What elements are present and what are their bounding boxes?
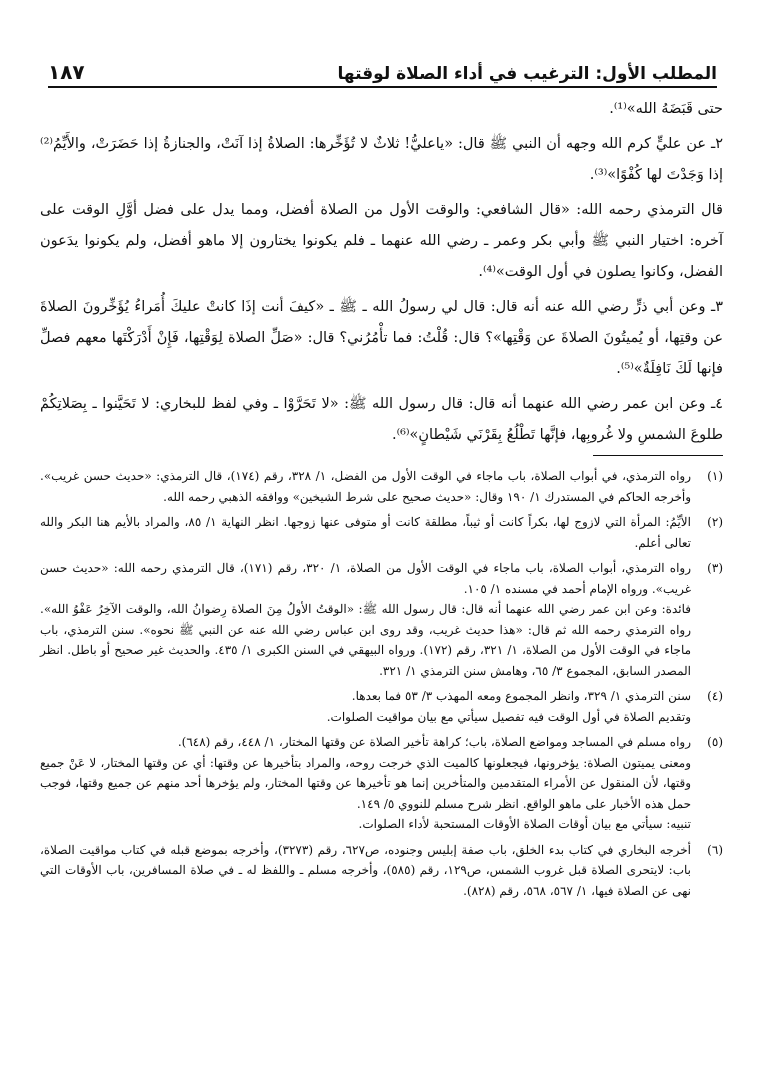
footnote-text: وتقديم الصلاة في أول الوقت فيه تفصيل سيأتي مع بيان مواقيت الصلوات. xyxy=(326,709,691,724)
running-header xyxy=(48,52,717,84)
main-text xyxy=(40,94,723,451)
footnote-number: (٦) xyxy=(707,842,723,857)
footnote xyxy=(40,840,723,902)
paragraph: حتى قَبَضَهُ الله»⁽¹⁾. xyxy=(609,101,723,117)
footnote xyxy=(40,512,723,553)
footnote-text: رواه الترمذي، في أبواب الصلاة، باب ماجاء في الوقت الأول من الفضل، ١/ ٣٢٨، رقم (١٧٤)، قال الترمذي: «حديث حسن غريب». وأخرجه الحاكم في المستدرك ١/ ١٩٠ وقال: «حديث صحيح على شرط الشيخين» ووافقه الذهبي رحمه الله. xyxy=(40,469,692,504)
footnote-text: رواه مسلم في المساجد ومواضع الصلاة، باب؛ كراهة تأخير الصلاة عن وقتها المختار، ١/ ٤٤٨، رقم (٦٤٨). xyxy=(177,735,691,749)
paragraph: ٢ـ عن عليٍّ كرم الله وجهه أن النبي ﷺ قال: «ياعليُّ! ثلاثٌ لا تُؤَخِّرها: الصلاةُ إذا آنَتْ، والجنازةُ إذا حَضَرَتْ، والأَيِّمُ⁽²⁾ إذا وَجَدْتَ لها كُفْوًا»⁽³⁾. xyxy=(40,136,723,183)
footnotes xyxy=(40,466,723,906)
footnote-text: سنن الترمذي ١/ ٣٢٩، وانظر المجموع ومعه المهذب ٣/ ٥٣ فما بعدها. xyxy=(351,689,691,703)
footnote-number: (٢) xyxy=(707,515,723,529)
paragraph: ٤ـ وعن ابن عمر رضي الله عنهما أنه قال: قال رسول الله ﷺ: «لا تَحَرَّوْا ـ وفي لفظ للبخاري: لا تَحَيَّنوا ـ بِصَلاتِكُمْ طلوعَ الشمسِ ولا غُروبِها، فإنَّها تَطْلُعُ بِقَرْنَي شَيْطانٍ»⁽⁶⁾. xyxy=(40,396,723,443)
footnote-number: (٣) xyxy=(707,561,723,575)
footnote-number: (١) xyxy=(707,469,723,483)
footnote xyxy=(40,686,723,727)
footnote-number: (٤) xyxy=(707,689,723,703)
footnote xyxy=(40,732,723,835)
paragraph: ٣ـ وعن أبي ذرٍّ رضي الله عنه أنه قال: قال لي رسولُ الله ـ ﷺ ـ «كيفَ أنت إذَا كانتْ عليكَ أُمَراءُ يُؤَخِّرونَ الصلاةَ عن وقتِها، أو يُميتُونَ الصلاةَ عن وَقْتِها»؟ قال: قُلْتُ: فما تأْمُرُني؟ قال: «صَلِّ الصلاة لِوَقْتِها، فَإِنْ أَدْرَكْتَها معهم فصلِّ فإنها لَكَ نَافِلَةٌ»⁽⁵⁾. xyxy=(40,299,723,377)
footnote-number: (٥) xyxy=(707,735,723,749)
footnote-text: أخرجه البخاري في كتاب بدء الخلق، باب صفة إبليس وجنوده، ص٦٢٧، رقم (٣٢٧٣)، وأخرجه بموضع قبله في كتاب مواقيت الصلاة، باب: لايتحرى الصلاة قبل غروب الشمس، ص١٢٩، رقم (٥٨٥)، وأخرجه مسلم ـ واللفظ له ـ في صلاة المسافرين، باب الأوقات التي نهى عن الصلاة فيها، ١/ ٥٦٧، ٥٦٨، رقم (٨٢٨). xyxy=(40,842,691,898)
footnote-text: رواه الترمذي، أبواب الصلاة، باب ماجاء في الوقت الأول من الصلاة، ١/ ٣٢٠، رقم (١٧١)، قال الترمذي رحمه الله: «حديث حسن غريب». ورواه الإمام أحمد في مسنده ١/ ١٠٥. xyxy=(40,561,691,596)
footnote xyxy=(40,558,723,681)
paragraph: قال الترمذي رحمه الله: «قال الشافعي: والوقت الأول من الصلاة أفضل، ومما يدل على فضل أوَّلِ الوقت على آخره: اختيار النبي ﷺ وأبي بكر وعمر ـ رضي الله عنهما ـ فلم يكونوا يختارون إلا ماهو أفضل، ولم يكونوا يدَعون الفضل، وكانوا يصلون في أول الوقت»⁽⁴⁾. xyxy=(40,202,723,280)
header-rule xyxy=(48,86,717,88)
page-number: ١٨٧ xyxy=(48,60,85,84)
footnote-text: الأيِّمُ: المرأة التي لازوج لها، بكراً كانت أو ثيباً، مطلقة كانت أو متوفى عنها زوجها. انظر النهاية ١/ ٨٥، والمراد بالأيم هنا البكر والله تعالى أعلم. xyxy=(40,515,691,550)
footnote xyxy=(40,466,723,507)
footnote-text: تنبيه: سيأتي مع بيان أوقات الصلاة الأوقات المستحبة لأداء الصلوات. xyxy=(358,817,691,831)
footnote-text: فائدة: وعن ابن عمر رضي الله عنهما أنه قال: قال رسول الله ﷺ: «الوقتُ الأولُ مِنَ الصلاة رِضوانُ الله، والوقت الآخِرُ عَفْوُ الله». رواه الترمذي رحمه الله ثم قال: «هذا حديث غريب، وقد روى ابن عباس رضي الله عنه عن النبي ﷺ نحوه». سنن الترمذي، باب ماجاء في الوقت الأول من الصلاة، ١/ ٣٢١، رقم (١٧٢). ورواه البيهقي في السنن الكبرى ١/ ٤٣٥. والحديث غير صحيح أو باطل. انظر المصدر السابق، المجموع ٣/ ٦٥، وهامش سنن الترمذي ١/ ٣٢١. xyxy=(40,602,692,678)
header-title: المطلب الأول: الترغيب في أداء الصلاة لوقتها xyxy=(337,64,717,84)
footnote-text: ومعنى يميتون الصلاة: يؤخرونها، فيجعلونها كالميت الذي خرجت روحه، والمراد بتأخيرها عن وقتها: أي عن وقتها المختار، لا عَنْ جميع وقتها، لأن المنقول عن الأمراء المتقدمين والمتأخرين إنما هو تأخيرها عن وقتها المختار، ولم يؤخرها أحد منهم عن جميع وقتها، فوجب حمل هذه الأخبار على ماهو الواقع. انظر شرح مسلم للنووي ٥/ ١٤٩. xyxy=(40,755,691,811)
footnote-separator xyxy=(593,455,723,456)
